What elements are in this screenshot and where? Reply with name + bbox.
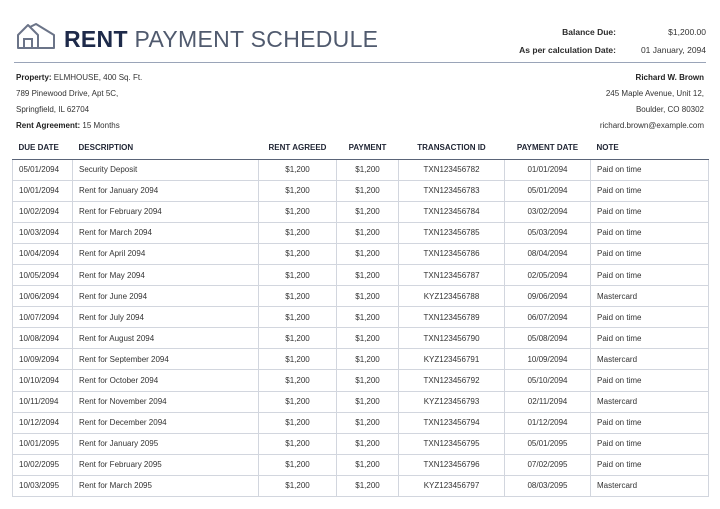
- cell-rent-agreed: $1,200: [259, 433, 337, 454]
- cell-rent-agreed: $1,200: [259, 243, 337, 264]
- table-row: [13, 243, 709, 264]
- col-payment: PAYMENT: [337, 137, 399, 159]
- cell-rent-agreed: $1,200: [259, 159, 337, 180]
- cell-transaction-id: TXN123456796: [399, 454, 505, 475]
- table-row: [13, 180, 709, 201]
- cell-transaction-id: TXN123456783: [399, 180, 505, 201]
- cell-description: Rent for August 2094: [73, 328, 259, 349]
- table-row: [13, 264, 709, 285]
- tenant-address-2: Boulder, CO 80302: [635, 105, 704, 114]
- agreement-line: [16, 118, 142, 134]
- cell-payment-date: 09/06/2094: [505, 286, 591, 307]
- table-row: [13, 412, 709, 433]
- cell-payment-date: 10/09/2094: [505, 349, 591, 370]
- balance-due-value: $1,200.00: [668, 27, 706, 37]
- cell-due-date: 10/08/2094: [13, 328, 73, 349]
- col-due-date: DUE DATE: [13, 137, 73, 159]
- cell-description: Rent for March 2094: [73, 222, 259, 243]
- cell-transaction-id: TXN123456787: [399, 264, 505, 285]
- agreement-label: Rent Agreement:: [16, 121, 81, 130]
- cell-transaction-id: KYZ123456797: [399, 475, 505, 496]
- cell-rent-agreed: $1,200: [259, 264, 337, 285]
- cell-note: Paid on time: [591, 412, 709, 433]
- calc-date-label: As per calculation Date:: [519, 45, 616, 55]
- cell-description: Rent for February 2095: [73, 454, 259, 475]
- cell-due-date: 10/02/2095: [13, 454, 73, 475]
- cell-payment: $1,200: [337, 433, 399, 454]
- cell-payment: $1,200: [337, 180, 399, 201]
- cell-transaction-id: TXN123456782: [399, 159, 505, 180]
- table-row: [13, 222, 709, 243]
- cell-payment: $1,200: [337, 412, 399, 433]
- cell-description: Rent for February 2094: [73, 201, 259, 222]
- tenant-address-1: 245 Maple Avenue, Unit 12,: [605, 89, 704, 98]
- cell-payment-date: 01/01/2094: [505, 159, 591, 180]
- cell-payment: $1,200: [337, 243, 399, 264]
- tenant-email: richard.brown@example.com: [599, 121, 704, 130]
- cell-rent-agreed: $1,200: [259, 454, 337, 475]
- table-row: [13, 370, 709, 391]
- balance-summary: [456, 23, 706, 59]
- schedule-table: [12, 137, 709, 497]
- cell-transaction-id: KYZ123456788: [399, 286, 505, 307]
- cell-note: Paid on time: [591, 370, 709, 391]
- table-row: [13, 286, 709, 307]
- cell-due-date: 10/09/2094: [13, 349, 73, 370]
- cell-payment-date: 05/10/2094: [505, 370, 591, 391]
- cell-rent-agreed: $1,200: [259, 349, 337, 370]
- cell-payment-date: 05/01/2094: [505, 180, 591, 201]
- cell-transaction-id: TXN123456792: [399, 370, 505, 391]
- cell-description: Rent for November 2094: [73, 391, 259, 412]
- header-divider: [14, 62, 706, 63]
- cell-note: Mastercard: [591, 349, 709, 370]
- cell-payment-date: 08/04/2094: [505, 243, 591, 264]
- property-address-2: Springfield, IL 62704: [16, 105, 90, 114]
- cell-transaction-id: TXN123456789: [399, 307, 505, 328]
- cell-due-date: 10/11/2094: [13, 391, 73, 412]
- cell-note: Paid on time: [591, 243, 709, 264]
- cell-transaction-id: TXN123456784: [399, 201, 505, 222]
- cell-payment-date: 05/01/2095: [505, 433, 591, 454]
- table-row: [13, 349, 709, 370]
- cell-note: Paid on time: [591, 433, 709, 454]
- cell-payment: $1,200: [337, 370, 399, 391]
- table-row: [13, 454, 709, 475]
- cell-payment: $1,200: [337, 286, 399, 307]
- cell-note: Mastercard: [591, 286, 709, 307]
- col-description: DESCRIPTION: [73, 137, 259, 159]
- tenant-name: Richard W. Brown: [635, 73, 704, 82]
- cell-note: Paid on time: [591, 180, 709, 201]
- property-line: [16, 70, 142, 86]
- cell-payment: $1,200: [337, 391, 399, 412]
- cell-due-date: 10/12/2094: [13, 412, 73, 433]
- cell-payment-date: 06/07/2094: [505, 307, 591, 328]
- cell-description: Rent for April 2094: [73, 243, 259, 264]
- cell-description: Rent for January 2094: [73, 180, 259, 201]
- title-strong: RENT: [64, 26, 128, 52]
- cell-note: Paid on time: [591, 159, 709, 180]
- cell-transaction-id: TXN123456795: [399, 433, 505, 454]
- cell-rent-agreed: $1,200: [259, 286, 337, 307]
- cell-payment-date: 02/05/2094: [505, 264, 591, 285]
- cell-due-date: 10/02/2094: [13, 201, 73, 222]
- table-row: [13, 328, 709, 349]
- cell-due-date: 10/04/2094: [13, 243, 73, 264]
- cell-description: Rent for December 2094: [73, 412, 259, 433]
- schedule-table-wrap: [12, 137, 708, 497]
- cell-payment: $1,200: [337, 475, 399, 496]
- house-logo-icon: [16, 22, 56, 50]
- cell-description: Rent for March 2095: [73, 475, 259, 496]
- cell-due-date: 10/01/2094: [13, 180, 73, 201]
- cell-payment: $1,200: [337, 201, 399, 222]
- col-payment-date: PAYMENT DATE: [505, 137, 591, 159]
- cell-rent-agreed: $1,200: [259, 222, 337, 243]
- calc-date-value: 01 January, 2094: [640, 45, 706, 55]
- title-rest: PAYMENT SCHEDULE: [134, 26, 379, 52]
- cell-rent-agreed: $1,200: [259, 475, 337, 496]
- cell-note: Mastercard: [591, 391, 709, 412]
- cell-payment-date: 02/11/2094: [505, 391, 591, 412]
- cell-due-date: 10/10/2094: [13, 370, 73, 391]
- cell-payment: $1,200: [337, 264, 399, 285]
- cell-due-date: 10/06/2094: [13, 286, 73, 307]
- cell-rent-agreed: $1,200: [259, 328, 337, 349]
- cell-payment-date: 05/08/2094: [505, 328, 591, 349]
- cell-payment: $1,200: [337, 159, 399, 180]
- cell-transaction-id: TXN123456786: [399, 243, 505, 264]
- property-address-1: 789 Pinewood Drive, Apt 5C,: [16, 89, 119, 98]
- table-row: [13, 391, 709, 412]
- balance-due-label: Balance Due:: [562, 27, 616, 37]
- table-row: [13, 159, 709, 180]
- cell-rent-agreed: $1,200: [259, 370, 337, 391]
- cell-transaction-id: TXN123456785: [399, 222, 505, 243]
- header: [14, 20, 706, 62]
- cell-due-date: 10/01/2095: [13, 433, 73, 454]
- cell-payment-date: 01/12/2094: [505, 412, 591, 433]
- cell-payment: $1,200: [337, 328, 399, 349]
- agreement-value: 15 Months: [82, 121, 120, 130]
- page-title: [64, 26, 378, 53]
- table-row: [13, 307, 709, 328]
- calc-date-row: [456, 41, 706, 59]
- cell-payment-date: 08/03/2095: [505, 475, 591, 496]
- cell-note: Mastercard: [591, 475, 709, 496]
- cell-description: Rent for September 2094: [73, 349, 259, 370]
- cell-rent-agreed: $1,200: [259, 180, 337, 201]
- table-body: [13, 159, 709, 497]
- cell-payment-date: 07/02/2095: [505, 454, 591, 475]
- table-row: [13, 433, 709, 454]
- cell-description: Rent for October 2094: [73, 370, 259, 391]
- cell-due-date: 10/05/2094: [13, 264, 73, 285]
- cell-transaction-id: KYZ123456791: [399, 349, 505, 370]
- cell-payment: $1,200: [337, 454, 399, 475]
- cell-transaction-id: KYZ123456793: [399, 391, 505, 412]
- cell-rent-agreed: $1,200: [259, 201, 337, 222]
- cell-description: Rent for July 2094: [73, 307, 259, 328]
- col-rent-agreed: RENT AGREED: [259, 137, 337, 159]
- cell-due-date: 10/03/2094: [13, 222, 73, 243]
- cell-description: Security Deposit: [73, 159, 259, 180]
- cell-payment-date: 03/02/2094: [505, 201, 591, 222]
- col-note: NOTE: [591, 137, 709, 159]
- cell-description: Rent for May 2094: [73, 264, 259, 285]
- table-row: [13, 201, 709, 222]
- cell-due-date: 10/07/2094: [13, 307, 73, 328]
- col-transaction-id: TRANSACTION ID: [399, 137, 505, 159]
- balance-due-row: [456, 23, 706, 41]
- cell-note: Paid on time: [591, 264, 709, 285]
- cell-rent-agreed: $1,200: [259, 391, 337, 412]
- cell-payment: $1,200: [337, 307, 399, 328]
- cell-payment: $1,200: [337, 349, 399, 370]
- table-row: [13, 475, 709, 496]
- cell-note: Paid on time: [591, 222, 709, 243]
- cell-note: Paid on time: [591, 328, 709, 349]
- tenant-info: [600, 70, 704, 134]
- property-value: ELMHOUSE, 400 Sq. Ft.: [53, 73, 143, 82]
- property-label: Property:: [16, 73, 52, 82]
- cell-payment-date: 05/03/2094: [505, 222, 591, 243]
- cell-due-date: 10/03/2095: [13, 475, 73, 496]
- cell-payment: $1,200: [337, 222, 399, 243]
- property-info: [16, 70, 142, 134]
- cell-rent-agreed: $1,200: [259, 307, 337, 328]
- cell-transaction-id: TXN123456794: [399, 412, 505, 433]
- cell-description: Rent for January 2095: [73, 433, 259, 454]
- cell-description: Rent for June 2094: [73, 286, 259, 307]
- cell-note: Paid on time: [591, 307, 709, 328]
- cell-transaction-id: TXN123456790: [399, 328, 505, 349]
- cell-due-date: 05/01/2094: [13, 159, 73, 180]
- cell-note: Paid on time: [591, 454, 709, 475]
- table-header-row: [13, 137, 709, 159]
- cell-note: Paid on time: [591, 201, 709, 222]
- cell-rent-agreed: $1,200: [259, 412, 337, 433]
